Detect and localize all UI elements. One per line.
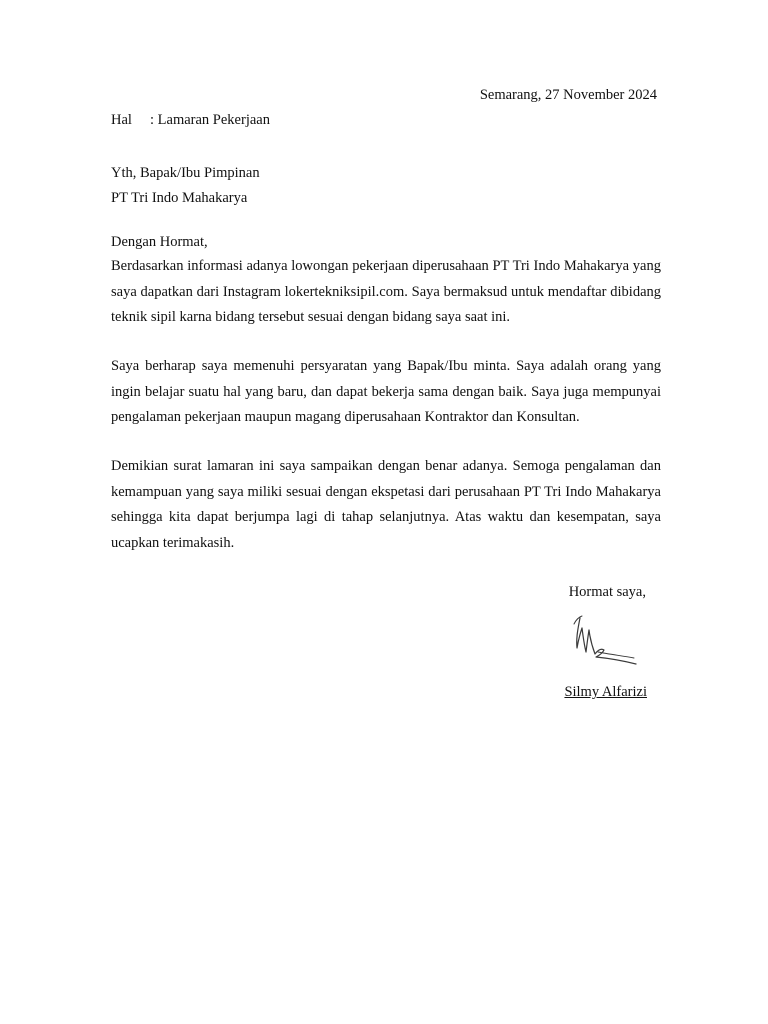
recipient-block — [111, 161, 260, 211]
handwritten-signature — [568, 614, 642, 668]
place-date: Semarang, 27 November 2024 — [479, 87, 657, 103]
body-paragraph-2: Saya berharap saya memenuhi persyaratan yang Bapak/Ibu minta. Saya adalah orang yang ingin belajar suatu hal yang baru, dan dapat bekerja sama dengan baik. Saya juga mempunyai pengalaman pekerjaan maupun magang diperusahaan Kontraktor dan Konsultan. — [111, 358, 661, 425]
closing-salutation: Hormat saya, — [568, 584, 646, 600]
subject-label: Hal — [111, 112, 132, 128]
body-paragraph-1: Berdasarkan informasi adanya lowongan pekerjaan diperusahaan PT Tri Indo Mahakarya yang saya dapatkan dari Instagram lokertekniksipil.com. Saya bermaksud untuk mendaftar dibidang teknik sipil karna bidang tersebut sesuai dengan bidang saya saat ini. — [111, 258, 661, 325]
subject-line — [111, 111, 270, 129]
signer-name: Silmy Alfarizi — [564, 684, 647, 700]
recipient-line-1: Yth, Bapak/Ibu Pimpinan — [111, 165, 260, 181]
greeting: Dengan Hormat, — [111, 234, 208, 250]
subject-value: : Lamaran Pekerjaan — [150, 112, 270, 128]
recipient-line-2: PT Tri Indo Mahakarya — [111, 190, 248, 206]
body-paragraph-3: Demikian surat lamaran ini saya sampaikan dengan benar adanya. Semoga pengalaman dan kemampuan yang saya miliki sesuai dengan ekspetasi dari perusahaan PT Tri Indo Mahakarya sehingga kita dapat berjumpa lagi di tahap selanjutnya. Atas waktu dan kesempatan, saya ucapkan terimakasih. — [111, 458, 661, 551]
